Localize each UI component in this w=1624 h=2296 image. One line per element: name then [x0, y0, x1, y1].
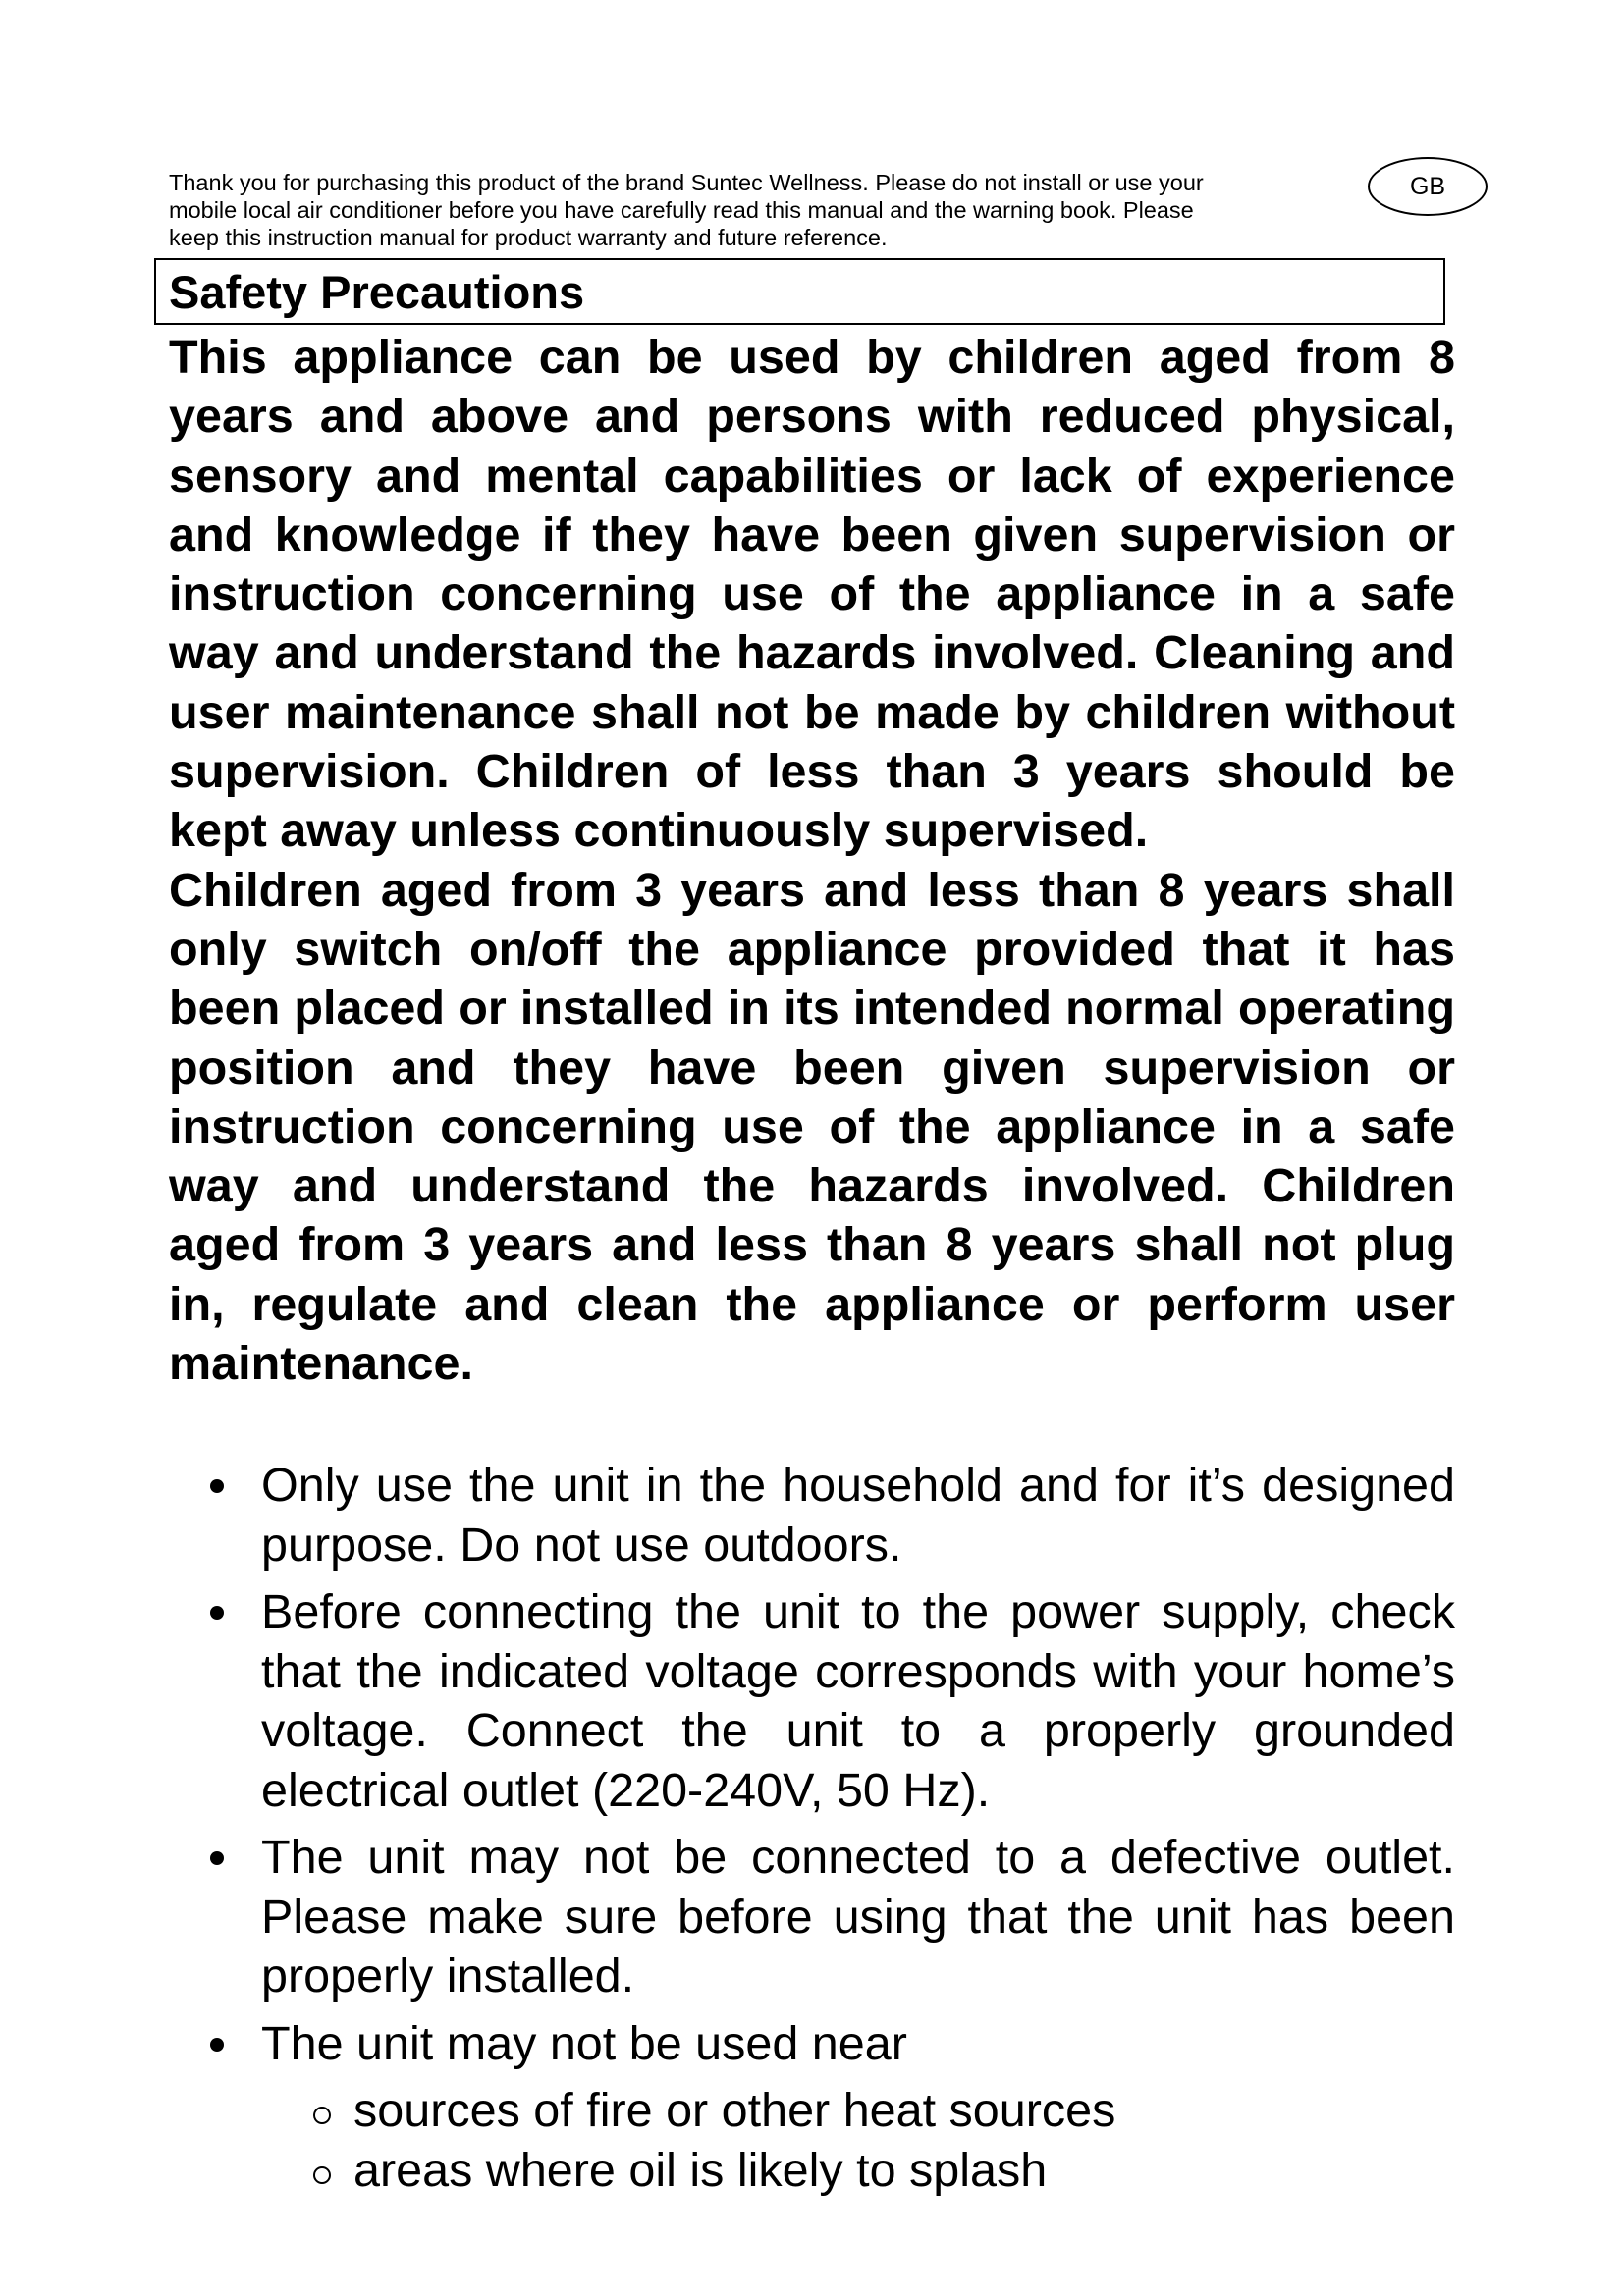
language-code: GB — [1409, 172, 1446, 200]
intro-text — [169, 169, 1347, 251]
warning-paragraph: This appliance can be used by children aged from 8 years and above and persons with reduced physical, sensory and mental capabilities or lack of experience and knowledge if they have been given supervision or instruction concerning use of the appliance in a safe way and understand the hazards involved. Cleaning and user maintenance shall not be made by children without supervision. Children of less than 3 years should be kept away unless continuously supervised. — [169, 331, 1455, 858]
circle-bullet-icon — [313, 2166, 331, 2184]
warning-paragraph: Children aged from 3 years and less than 8 years shall only switch on/off the appliance provided that it has been placed or installed in its intended normal operating position and they have been given supervision or instruction concerning use of the appliance in a safe way and understand the hazards involved. Children aged from 3 years and less than 8 years shall not plug in, regulate and clean the appliance or perform user maintenance. — [169, 863, 1455, 1391]
list-item-text: Before connecting the unit to the power supply, check that the indicated voltage corresponds with your home’s voltage. Connect the unit to a properly grounded electrical outlet (220-240V, 50 Hz). — [261, 1585, 1455, 1817]
list-item — [169, 2014, 1455, 2074]
intro-line: keep this instruction manual for product warranty and future reference. — [169, 225, 888, 250]
list-item-text: The unit may not be connected to a defective outlet. Please make sure before using that the unit has been properly installed. — [261, 1831, 1455, 2002]
safety-warning — [169, 328, 1455, 1393]
intro-line: mobile local air conditioner before you have carefully read this manual and the warning book. Please — [169, 197, 1194, 223]
list-item-text: The unit may not be used near — [261, 2016, 907, 2070]
bullet-icon — [210, 2038, 224, 2052]
list-item — [169, 1456, 1455, 1575]
bullet-icon — [210, 1851, 224, 1865]
list-item-text: Only use the unit in the household and for it’s designed purpose. Do not use outdoors. — [261, 1459, 1455, 1572]
sub-list-item-text: sources of fire or other heat sources — [353, 2084, 1116, 2137]
sub-list-item — [169, 2081, 1455, 2141]
section-title: Safety Precautions — [169, 266, 585, 318]
intro-line: Thank you for purchasing this product of the brand Suntec Wellness. Please do not install or use your — [169, 170, 1204, 195]
precaution-list — [169, 1456, 1455, 2200]
sub-list-item — [169, 2141, 1455, 2201]
bullet-icon — [210, 1606, 224, 1620]
list-item — [169, 1582, 1455, 1820]
bullet-icon — [210, 1479, 224, 1493]
language-badge — [1368, 157, 1488, 216]
circle-bullet-icon — [313, 2107, 331, 2124]
sub-list-item-text: areas where oil is likely to splash — [353, 2143, 1048, 2197]
list-item — [169, 1828, 1455, 2006]
